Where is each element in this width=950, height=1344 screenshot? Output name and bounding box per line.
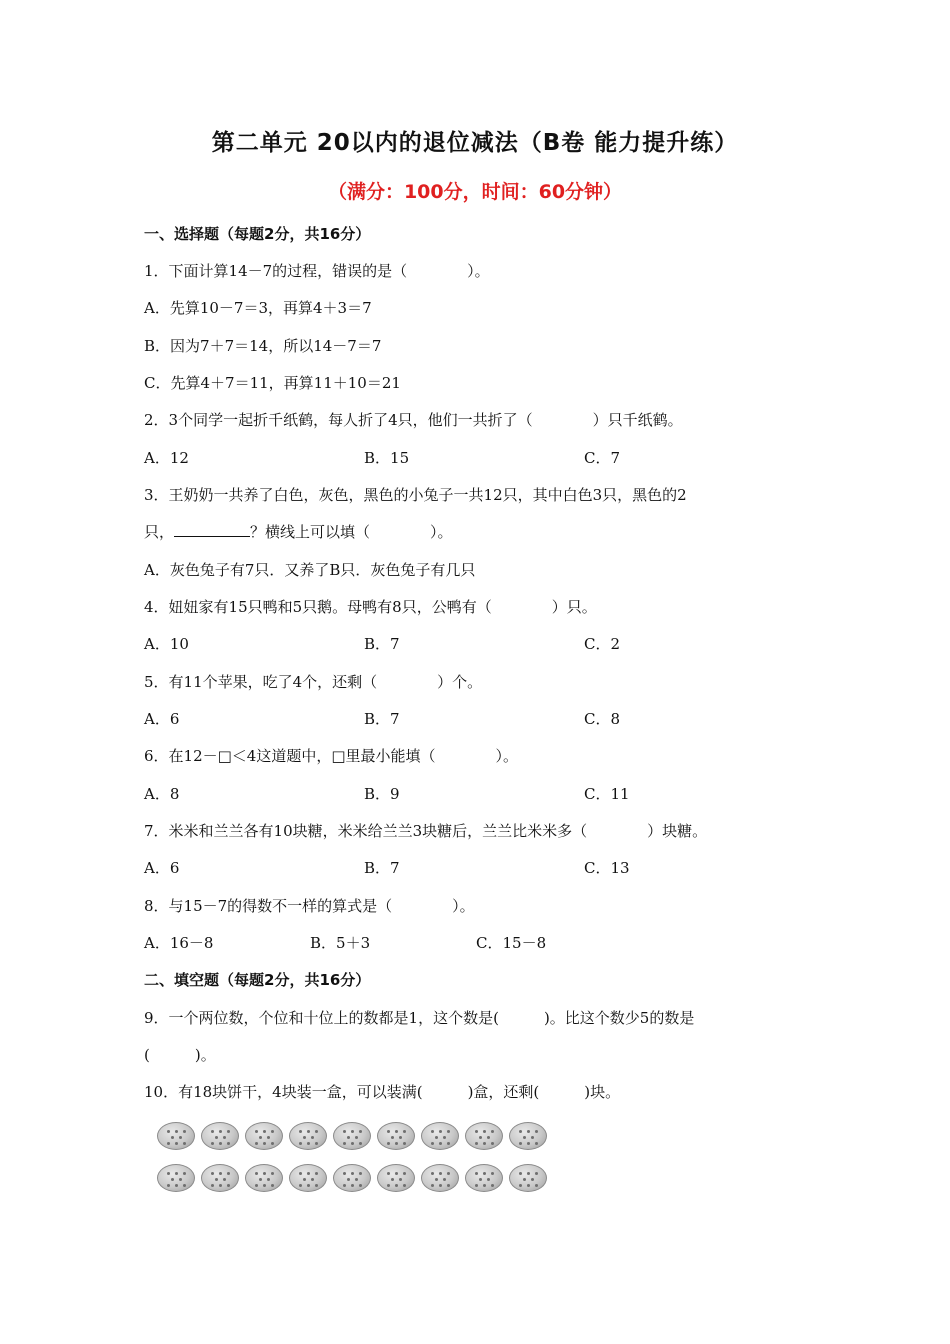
section-heading-choice: 一、选择题（每题2分，共16分） — [144, 225, 371, 243]
cookie-icon — [377, 1164, 415, 1192]
cookie-icon — [201, 1164, 239, 1192]
question-8-option-b: B．5＋3 — [310, 934, 371, 952]
cookie-icon — [201, 1122, 239, 1150]
cookie-icon — [465, 1164, 503, 1192]
cookie-icon — [157, 1122, 195, 1150]
cookie-icon — [509, 1164, 547, 1192]
section-heading-fill-in: 二、填空题（每题2分，共16分） — [144, 971, 371, 989]
question-3-options: A．灰色兔子有7只．又养了B只．灰色兔子有几只 — [144, 561, 476, 579]
question-6-stem: 6．在12－□＜4这道题中，□里最小能填（ ）。 — [144, 747, 519, 765]
question-8-stem: 8．与15－7的得数不一样的算式是（ ）。 — [144, 897, 475, 915]
question-7-stem: 7．米米和兰兰各有10块糖，米米给兰兰3块糖后，兰兰比米米多（ ）块糖。 — [144, 822, 708, 840]
question-2-option-a: A．12 — [144, 449, 189, 467]
question-2-option-c: C．7 — [584, 449, 621, 467]
cookie-icon — [245, 1164, 283, 1192]
question-8-option-a: A．16－8 — [144, 934, 214, 952]
question-6-option-a: A．8 — [144, 785, 180, 803]
exam-info: （满分：100分，时间：60分钟） — [327, 181, 623, 203]
question-2-option-b: B．15 — [364, 449, 410, 467]
question-9-line1: 9．一个两位数，个位和十位上的数都是1，这个数是( )。比这个数少5的数是 — [144, 1009, 695, 1027]
question-6-option-b: B．9 — [364, 785, 400, 803]
question-4-option-c: C．2 — [584, 635, 621, 653]
question-7-option-a: A．6 — [144, 859, 180, 877]
cookie-icon — [333, 1122, 371, 1150]
cookie-icon — [509, 1122, 547, 1150]
question-10-stem: 10．有18块饼干，4块装一盒，可以装满( )盒，还剩( )块。 — [144, 1083, 621, 1101]
question-3-stem-suffix: ？横线上可以填（ ）。 — [250, 523, 453, 541]
question-6-option-c: C．11 — [584, 785, 630, 803]
question-3-stem-prefix: 只， — [144, 523, 175, 541]
question-1-stem: 1．下面计算14－7的过程，错误的是（ ）。 — [144, 262, 490, 280]
question-3-stem-line2 — [144, 522, 453, 542]
question-2-stem: 2．3个同学一起折千纸鹤，每人折了4只，他们一共折了（ ）只千纸鹤。 — [144, 411, 683, 429]
question-3-stem-line1: 3．王奶奶一共养了白色，灰色，黑色的小兔子一共12只，其中白色3只，黑色的2 — [144, 486, 687, 504]
question-1-option-b: B．因为7＋7＝14，所以14－7＝7 — [144, 337, 382, 355]
cookie-icon — [157, 1164, 195, 1192]
question-4-stem: 4．妞妞家有15只鸭和5只鹅。母鸭有8只，公鸭有（ ）只。 — [144, 598, 597, 616]
cookie-icon — [465, 1122, 503, 1150]
question-5-option-b: B．7 — [364, 710, 400, 728]
question-5-stem: 5．有11个苹果，吃了4个，还剩（ ）个。 — [144, 673, 483, 691]
question-1-option-c: C．先算4＋7＝11，再算11＋10＝21 — [144, 374, 401, 392]
cookie-icon — [289, 1164, 327, 1192]
cookie-icon — [245, 1122, 283, 1150]
question-1-option-a: A．先算10－7＝3，再算4＋3＝7 — [144, 299, 372, 317]
question-8-option-c: C．15－8 — [476, 934, 547, 952]
question-9-line2: ( )。 — [144, 1046, 216, 1064]
question-7-option-c: C．13 — [584, 859, 630, 877]
question-4-option-a: A．10 — [144, 635, 189, 653]
answer-blank — [174, 522, 250, 537]
cookie-row-top — [157, 1122, 547, 1150]
question-4-option-b: B．7 — [364, 635, 400, 653]
question-5-option-c: C．8 — [584, 710, 621, 728]
question-7-option-b: B．7 — [364, 859, 400, 877]
cookie-row-bottom — [157, 1164, 547, 1192]
page-title: 第二单元 20以内的退位减法（B卷 能力提升练） — [211, 130, 739, 156]
cookie-icon — [333, 1164, 371, 1192]
question-5-option-a: A．6 — [144, 710, 180, 728]
cookie-icon — [421, 1122, 459, 1150]
cookie-icon — [377, 1122, 415, 1150]
cookie-icon — [289, 1122, 327, 1150]
cookie-icon — [421, 1164, 459, 1192]
